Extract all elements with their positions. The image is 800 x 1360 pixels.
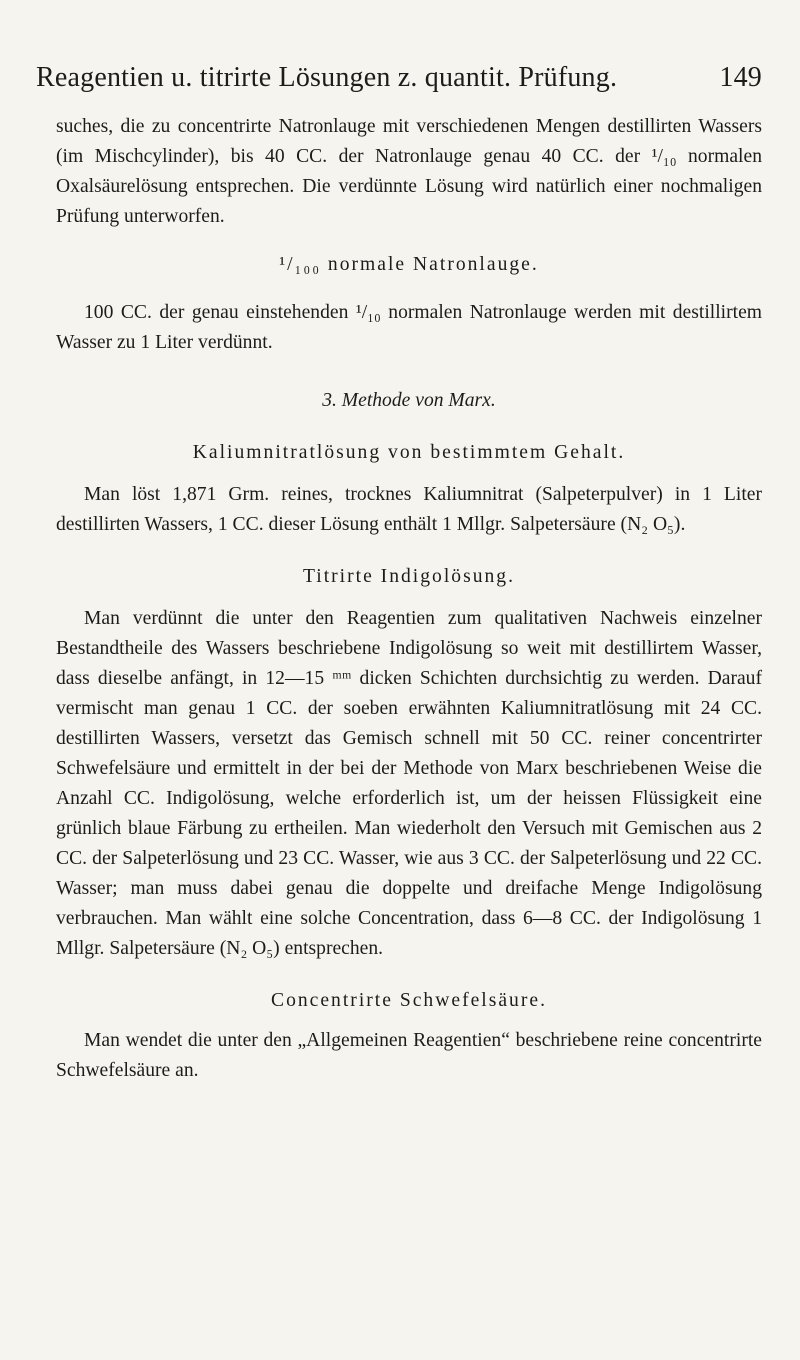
- section-heading-indigo: Titrirte Indigolösung.: [302, 566, 515, 587]
- section-heading-schwefelsaeure: Concentrirte Schwefelsäure.: [271, 990, 547, 1011]
- paragraph-natronlauge: 100 CC. der genau einstehenden ¹/₁₀ normalen Natronlauge werden mit destillirtem Wasser zu 1 Liter verdünnt.: [56, 302, 762, 353]
- paragraph-indigo: Man verdünnt die unter den Reagentien zum qualitativen Nachweis einzelner Bestandtheile des Wassers beschriebene Indigolösung so weit mit destillirtem Wasser, dass dieselbe anfängt, in 12—15 ᵐᵐ dicken Schichten durchsichtig zu werden. Darauf vermischt man genau 1 CC. der soeben erwähnten Kaliumnitratlösung mit 24 CC. destillirten Wassers, versetzt das Gemisch schnell mit 50 CC. reiner concentrirter Schwefelsäure und ermittelt in der bei der Methode von Marx beschriebenen Weise die Anzahl CC. Indigolösung, welche erforderlich ist, um der heissen Flüssigkeit eine grünlich blaue Färbung zu ertheilen. Man wiederholt den Versuch mit Gemischen aus 2 CC. der Salpeterlösung und 23 CC. Wasser, wie aus 3 CC. der Salpeterlösung und 22 CC. Wasser; man muss dabei genau die doppelte und dreifache Menge Indigolösung verbrauchen. Man wählt eine solche Concentration, dass 6—8 CC. der Indigolösung 1 Mllgr. Salpetersäure (N₂ O₅) entsprechen.: [56, 608, 762, 959]
- section-heading-kaliumnitrat: Kaliumnitratlösung von bestimmtem Gehalt.: [192, 442, 626, 463]
- method-heading-marx: 3. Methode von Marx.: [322, 390, 496, 411]
- paragraph-continuation: suches, die zu concentrirte Natronlauge mit verschiedenen Mengen destillirten Wassers (im Mischcylinder), bis 40 CC. der Natronlauge genau 40 CC. der ¹/₁₀ normalen Oxalsäurelösung entsprechen. Die verdünnte Lösung wird natürlich einer nochmaligen Prüfung unterworfen.: [56, 116, 762, 227]
- running-header: [36, 62, 762, 94]
- page-number: 149: [719, 62, 762, 93]
- section-heading-natronlauge: ¹/₁₀₀ normale Natronlauge.: [279, 254, 539, 275]
- paragraph-schwefelsaeure: Man wendet die unter den „Allgemeinen Reagentien“ beschriebene reine concentrirte Schwefelsäure an.: [56, 1030, 762, 1081]
- header-title: Reagentien u. titrirte Lösungen z. quantit. Prüfung.: [36, 62, 618, 93]
- page-body: [56, 112, 762, 1086]
- paragraph-kaliumnitrat: Man löst 1,871 Grm. reines, trocknes Kaliumnitrat (Salpeterpulver) in 1 Liter destillirten Wassers, 1 CC. dieser Lösung enthält 1 Mllgr. Salpetersäure (N₂ O₅).: [56, 484, 762, 535]
